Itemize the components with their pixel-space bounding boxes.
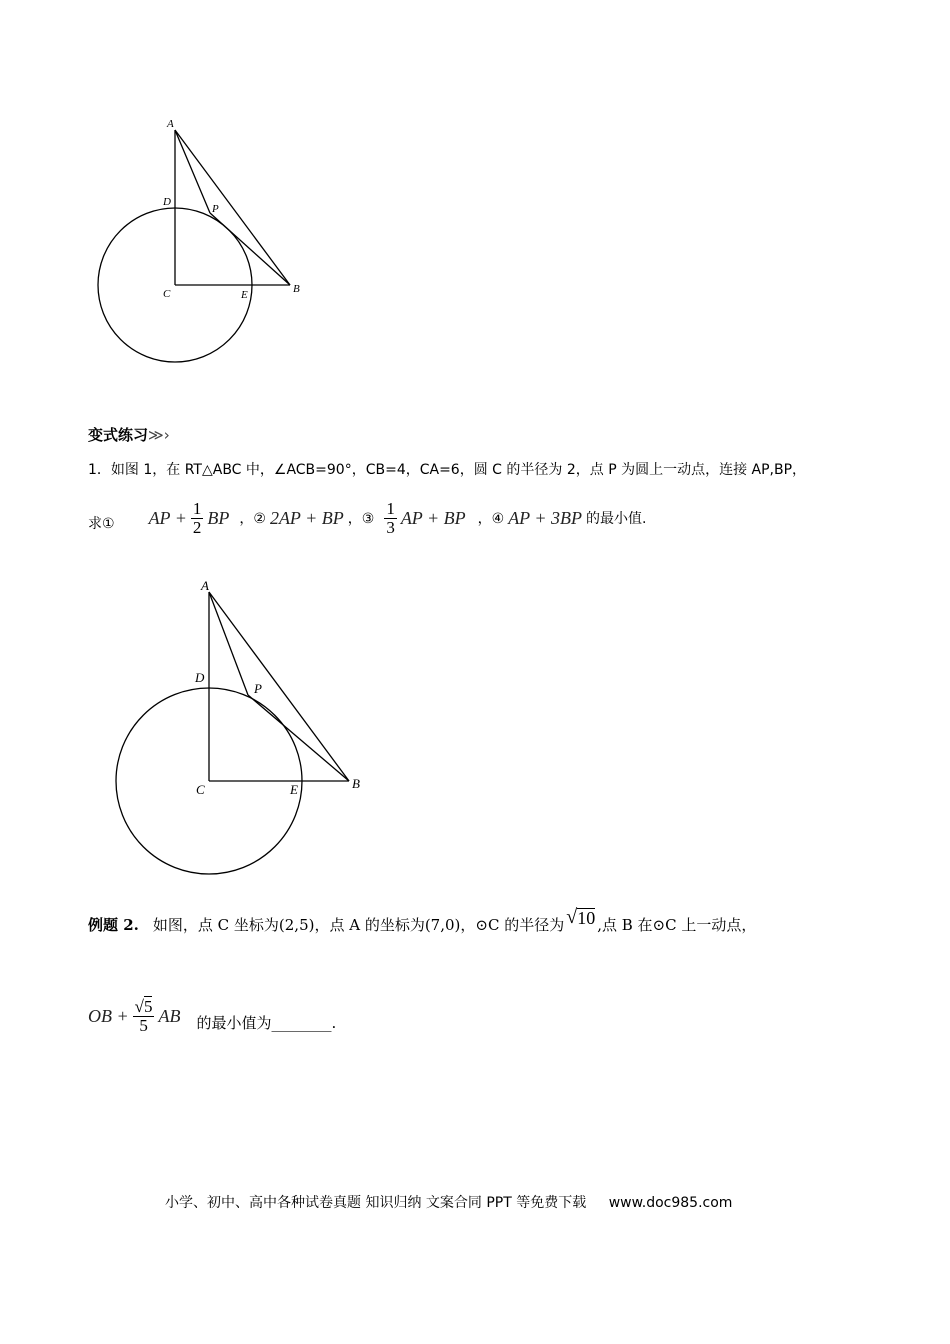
expr-1-den: 2 [192, 517, 202, 537]
sqrt-10-value: 10 [577, 908, 596, 929]
problem-1-prefix: 求① [88, 515, 115, 532]
expr-3-fraction [384, 500, 397, 537]
segment-ab-2 [209, 592, 349, 781]
expr-4: AP + 3BP [508, 507, 582, 528]
sep-3: ，③ [347, 511, 375, 528]
example-2-label: 例题 2. [88, 916, 139, 934]
section-heading-arrows: ≫› [148, 426, 170, 444]
segment-ab-1 [175, 130, 290, 285]
footer-text: 小学、初中、高中各种试卷真题 知识归纳 文案合同 PPT 等免费下载 [165, 1195, 587, 1211]
example-2-fraction-num: √5 [134, 997, 153, 1016]
example-2-text-c: 的最小值为________. [196, 1013, 337, 1032]
label-a-1: A [167, 118, 174, 130]
example-2-text-a: 如图，点 C 坐标为(2,5)，点 A 的坐标为(7,0)，⊙C 的半径为 [152, 916, 565, 934]
expr-3-num: 1 [386, 499, 395, 518]
segment-pb-2 [248, 695, 349, 781]
example-2-fraction [133, 998, 155, 1035]
section-heading [88, 424, 170, 445]
label-c-2: C [196, 782, 205, 797]
example-2-line-1 [88, 906, 757, 935]
problem-1-line-2 [88, 500, 646, 537]
sep-2: ，② [239, 511, 266, 528]
label-p-1: P [212, 203, 219, 215]
example-2-den: 5 [139, 1015, 148, 1035]
label-c-1: C [163, 288, 171, 300]
figure-2 [110, 575, 370, 880]
example-2-line-2 [88, 998, 336, 1035]
example-2-expr-b: AB [158, 1005, 181, 1026]
example-2-num: 5 [143, 997, 153, 1016]
footer-site[interactable]: www.doc985.com [608, 1195, 733, 1211]
expr-1-fraction [191, 500, 204, 537]
label-a-2: A [201, 578, 209, 593]
sep-4: ，④ [477, 511, 505, 528]
expr-2: 2AP + BP [269, 507, 344, 528]
expr-1-b: BP [207, 507, 230, 528]
sqrt-10: √ 10 [566, 906, 596, 929]
footer [165, 1192, 732, 1212]
label-p-2: P [254, 681, 262, 696]
label-e-2: E [290, 782, 298, 797]
label-d-2: D [195, 670, 205, 685]
label-b-1: B [293, 283, 300, 295]
problem-1-suffix: 的最小值. [586, 511, 647, 528]
section-heading-text: 变式练习 [88, 426, 149, 444]
figure-1 [90, 110, 320, 370]
segment-ap-1 [175, 130, 210, 213]
example-2-expr-a: OB + [88, 1005, 129, 1026]
example-2-text-b: ,点 B 在⊙C 上一动点， [597, 916, 757, 934]
label-e-1: E [241, 289, 248, 301]
expr-1-num: 1 [192, 499, 202, 518]
expr-1-a: AP + [148, 507, 187, 528]
problem-1-line-1: 1．如图 1，在 RT△ABC 中，∠ACB=90°，CB=4，CA=6，圆 C 的半径为 2，点 P 为圆上一动点，连接 AP,BP， [88, 462, 807, 478]
expr-3-den: 3 [386, 517, 395, 537]
expr-3-b: AP + BP [400, 507, 466, 528]
segment-pb-1 [210, 213, 290, 285]
label-d-1: D [163, 196, 171, 208]
label-b-2: B [352, 776, 360, 791]
segment-ap-2 [209, 592, 248, 695]
